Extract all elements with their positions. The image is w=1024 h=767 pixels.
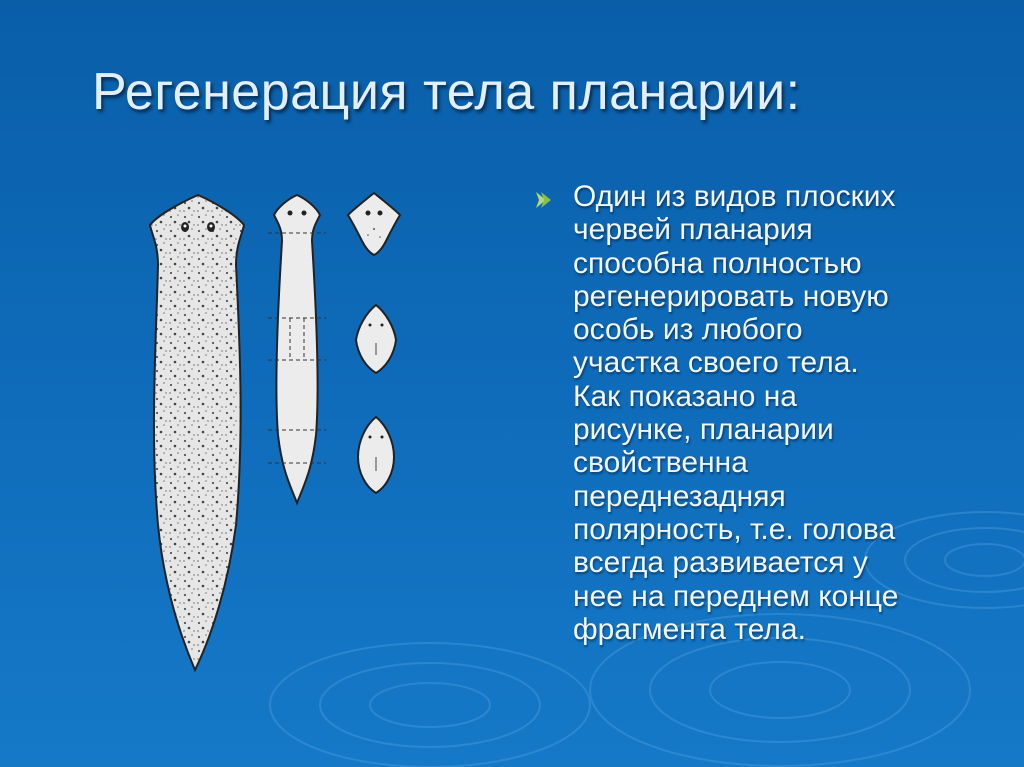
bullet-line: переднезадняя [573,479,786,513]
arrow-bullet-icon [533,190,553,210]
cut-planarian-shape [268,195,326,503]
bullet-line: Один из видов плоских [573,180,896,213]
bullet-line: свойственна [573,446,748,480]
bullet-line: рисунке, планарии [573,413,834,447]
slide-title: Регенерация тела планарии: [92,63,801,121]
bullet-line: особь из любого [573,313,803,347]
bullet-line: Как показано на [573,379,797,413]
bullet-line: полярность, т.е. голова [573,512,896,546]
whole-planarian-shape [150,195,244,670]
bullet-line: фрагмента тела. [573,612,806,646]
bullet-line: всегда развивается у [573,546,868,580]
bullet-text [573,180,993,646]
bullet-line: способна полностью [573,246,862,280]
head-fragment-shape [348,193,400,255]
bullet-line: червей планария [573,213,813,247]
bullet-line: регенерировать новую [573,279,889,313]
planaria-regeneration-illustration [140,185,420,680]
middle-fragment-shape [356,305,396,373]
tail-fragment-shape [358,417,394,493]
bullet-line: нее на переднем конце [573,579,899,613]
bullet-line: участка своего тела. [573,346,859,380]
